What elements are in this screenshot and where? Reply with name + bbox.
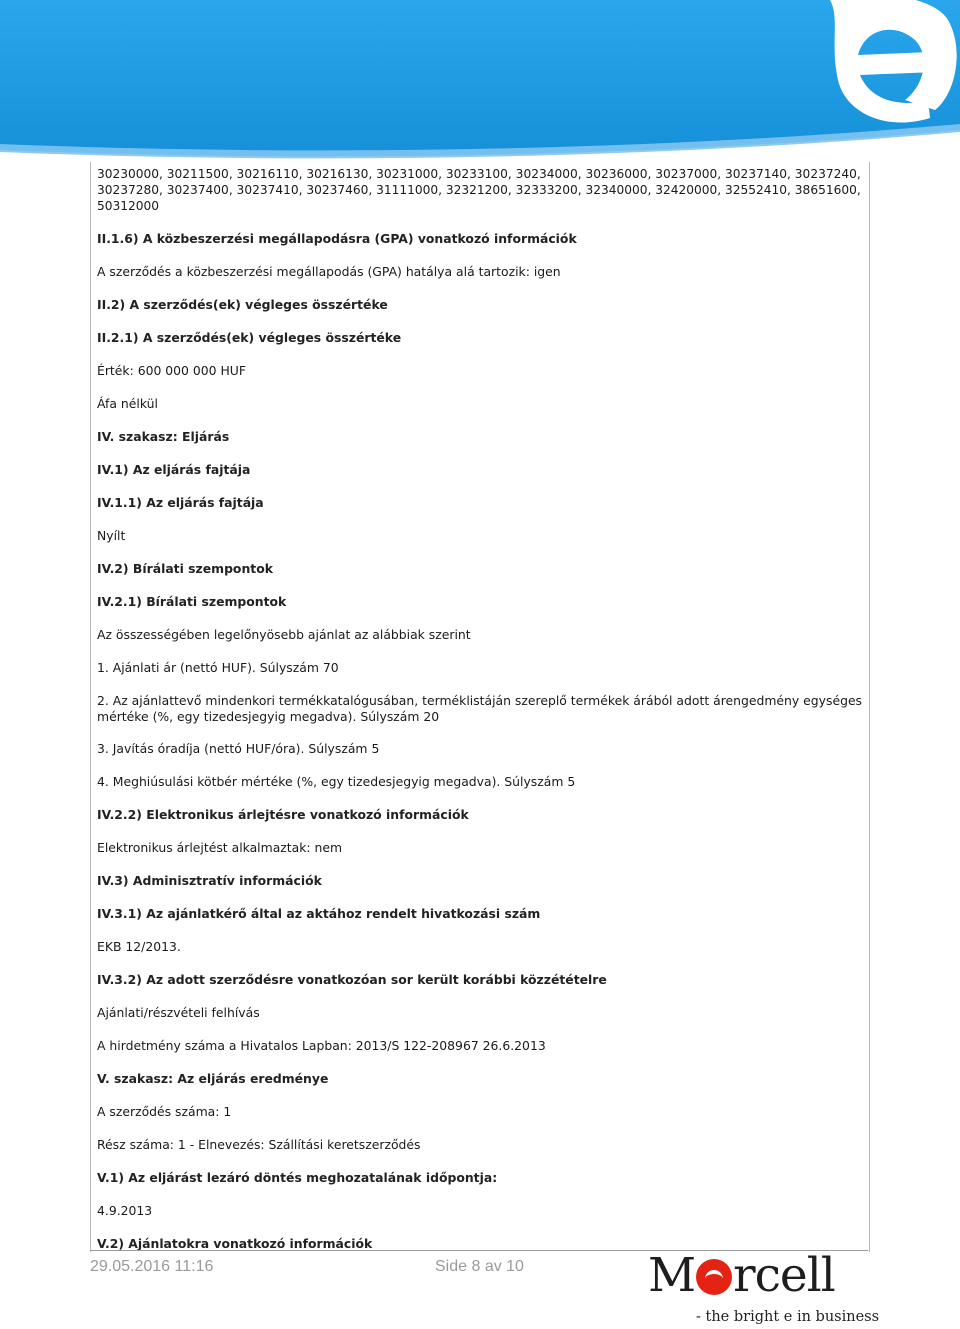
cpv-codes: 30230000, 30211500, 30216110, 30216130, 30231000, 30233100, 30234000, 30236000, 30237000, 30237140, 30237240, 30237280, 30237400, 30237410, 30237460, 31111000, 32321200, 32333200, 32340000, 32420000, 32552410, 38651600, 50312000 <box>97 167 861 213</box>
section-text: A szerződés száma: 1 <box>97 1103 232 1119</box>
section-text: Érték: 600 000 000 HUF <box>97 363 246 378</box>
document-body <box>97 166 863 1269</box>
section-heading: IV.3) Adminisztratív információk <box>97 872 322 888</box>
section-text: A szerződés a közbeszerzési megállapodás (GPA) hatálya alá tartozik: igen <box>97 264 561 279</box>
section-heading: IV.3.2) Az adott szerződésre vonatkozóan sor került korábbi közzétételre <box>97 971 607 987</box>
section-text: Ajánlati/részvételi felhívás <box>97 1004 260 1020</box>
section-heading: IV. szakasz: Eljárás <box>97 429 230 444</box>
logo-wordmark: M rcell <box>648 1248 835 1303</box>
section-text: A hirdetmény száma a Hivatalos Lapban: 2013/S 122-208967 26.6.2013 <box>97 1037 546 1053</box>
section-text: Rész száma: 1 - Elnevezés: Szállítási keretszerződés <box>97 1136 421 1152</box>
section-text: 4.9.2013 <box>97 1202 153 1218</box>
footer-page-number: Side 8 av 10 <box>435 1258 524 1275</box>
section-heading: II.1.6) A közbeszerzési megállapodásra (GPA) vonatkozó információk <box>97 231 577 246</box>
section-list <box>97 231 863 1252</box>
section-heading: IV.2.1) Bírálati szempontok <box>97 594 287 609</box>
section-text: 2. Az ajánlattevő mindenkori termékkatalógusában, terméklistáján szereplő termékek árából adott árengedmény egységes mértéke (%, egy tizedesjegyig megadva). Súlyszám 20 <box>97 693 863 724</box>
section-text: 1. Ajánlati ár (nettó HUF). Súlyszám 70 <box>97 660 339 675</box>
section-heading: II.2.1) A szerződés(ek) végleges összértéke <box>97 330 402 345</box>
header-banner <box>0 0 960 160</box>
logo-e-icon <box>696 1259 732 1295</box>
section-text: Nyílt <box>97 528 126 543</box>
brand-swoosh-graphic <box>0 0 960 160</box>
section-heading: IV.1.1) Az eljárás fajtája <box>97 495 264 510</box>
section-text: 3. Javítás óradíja (nettó HUF/óra). Súlyszám 5 <box>97 740 380 756</box>
section-text: Az összességében legelőnyösebb ajánlat az alábbiak szerint <box>97 627 471 642</box>
section-text: EKB 12/2013. <box>97 938 181 954</box>
section-heading: V.2) Ajánlatokra vonatkozó információk <box>97 1235 373 1251</box>
section-heading: IV.2) Bírálati szempontok <box>97 561 273 576</box>
section-heading: V.1) Az eljárást lezáró döntés meghozatalának időpontja: <box>97 1169 498 1185</box>
section-heading: II.2) A szerződés(ek) végleges összértéke <box>97 297 388 312</box>
footer-date: 29.05.2016 11:16 <box>90 1258 214 1275</box>
section-text: Elektronikus árlejtést alkalmaztak: nem <box>97 839 343 855</box>
section-heading: V. szakasz: Az eljárás eredménye <box>97 1070 329 1086</box>
logo-tagline: - the bright e in business <box>696 1309 880 1325</box>
section-text: Áfa nélkül <box>97 396 158 411</box>
section-text: 4. Meghiúsulási kötbér mértéke (%, egy tizedesjegyig megadva). Súlyszám 5 <box>97 773 576 789</box>
section-heading: IV.1) Az eljárás fajtája <box>97 462 251 477</box>
section-heading: IV.3.1) Az ajánlatkérő által az aktához rendelt hivatkozási szám <box>97 905 541 921</box>
section-heading: IV.2.2) Elektronikus árlejtésre vonatkozó információk <box>97 806 469 822</box>
company-logo <box>640 1248 880 1329</box>
